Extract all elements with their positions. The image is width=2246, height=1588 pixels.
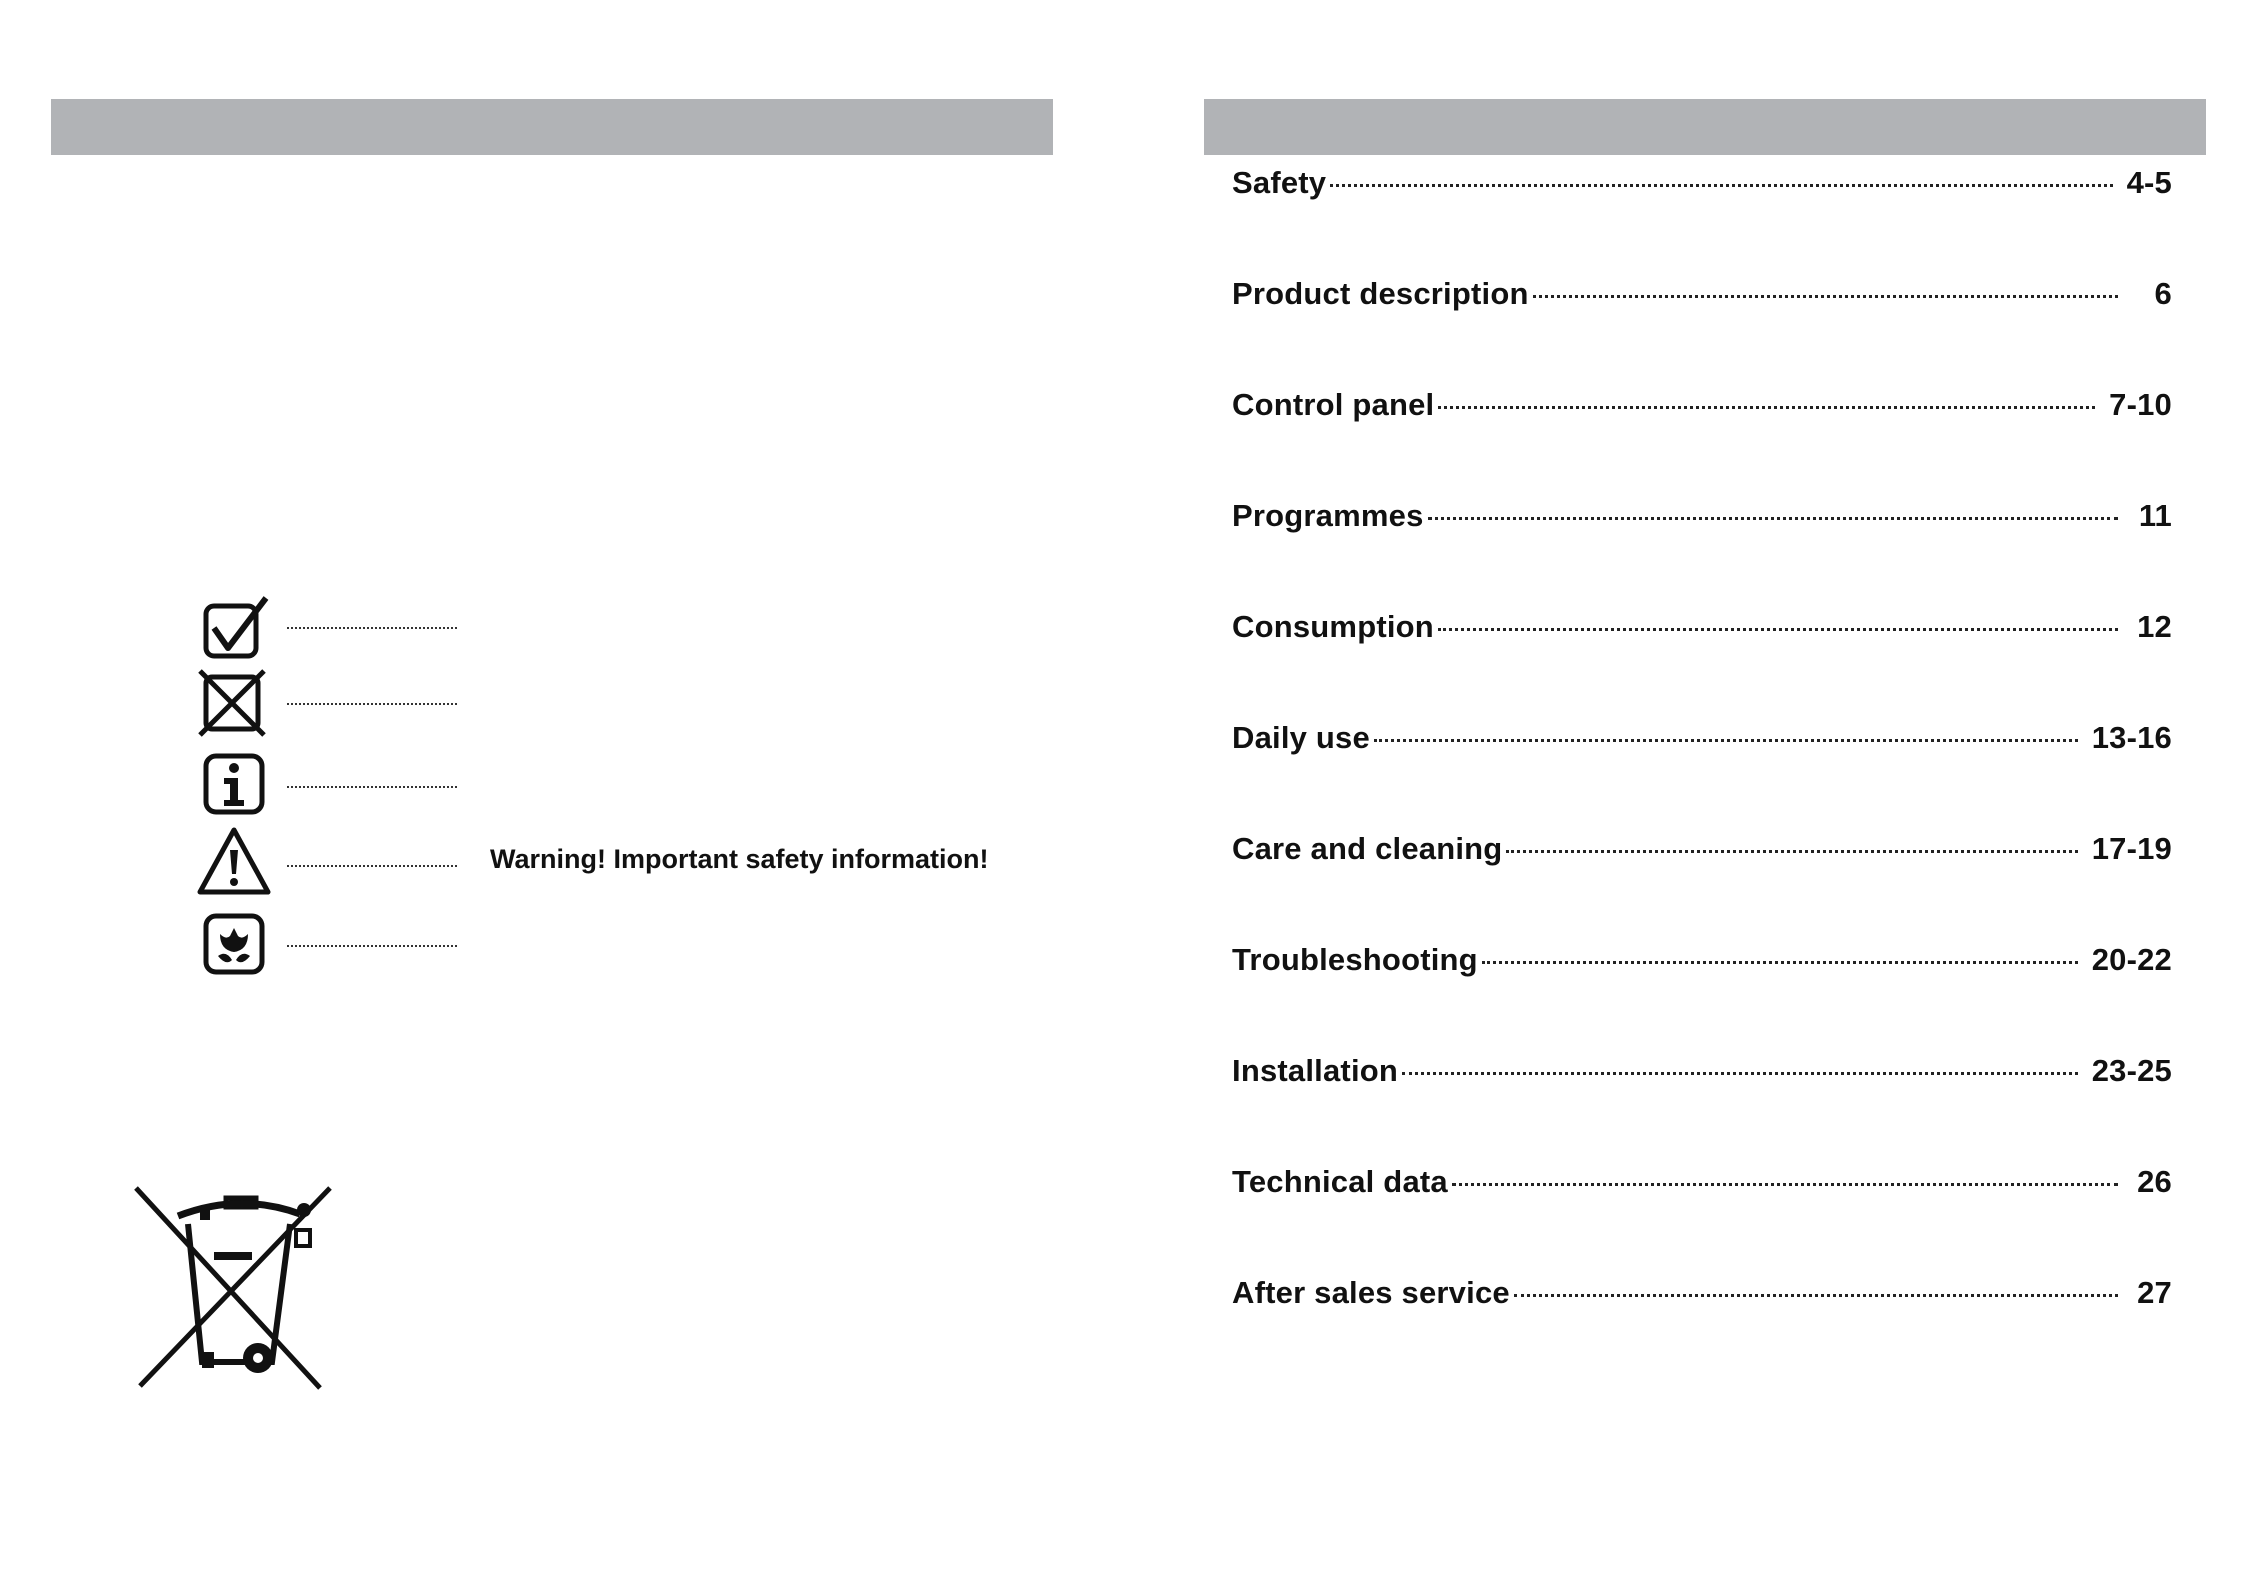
toc-item-product-description[interactable] xyxy=(1232,276,2172,387)
toc-item-title: Programmes xyxy=(1232,498,1424,533)
toc-dot-leader xyxy=(1438,628,2118,631)
toc-item-page: 17-19 xyxy=(2091,831,2172,866)
toc-item-title: Product description xyxy=(1232,276,1529,311)
toc-item-title: Technical data xyxy=(1232,1164,1448,1199)
toc-item-page: 27 xyxy=(2137,1275,2172,1310)
toc-dot-leader xyxy=(1402,1072,2078,1075)
toc-item-technical-data[interactable] xyxy=(1232,1164,2172,1275)
toc-item-title: Consumption xyxy=(1232,609,1434,644)
toc-item-page: 11 xyxy=(2138,498,2172,533)
toc-item-title: Troubleshooting xyxy=(1232,942,1478,977)
toc-item-title: Care and cleaning xyxy=(1232,831,1503,866)
toc-item-title: After sales service xyxy=(1232,1275,1510,1310)
toc-item-page: 26 xyxy=(2137,1164,2172,1199)
toc-dot-leader xyxy=(1514,1294,2118,1297)
toc-item-title: Safety xyxy=(1232,165,1327,200)
toc-item-after-sales-service[interactable] xyxy=(1232,1275,2172,1386)
toc-item-page: 12 xyxy=(2137,609,2172,644)
toc-item-page: 23-25 xyxy=(2091,1053,2172,1088)
toc-dot-leader xyxy=(1482,961,2078,964)
toc-item-programmes[interactable] xyxy=(1232,498,2172,609)
toc-dot-leader xyxy=(1533,295,2118,298)
left-header-bar xyxy=(51,99,1053,155)
toc-dot-leader xyxy=(1506,850,2077,853)
checkbox-tick-icon xyxy=(196,592,272,668)
table-of-contents xyxy=(1232,165,2172,1386)
toc-item-page: 7-10 xyxy=(2109,387,2172,422)
toc-item-page: 4-5 xyxy=(2126,165,2172,200)
environment-flower-icon xyxy=(196,906,272,982)
crossed-out-wheelie-bin-icon xyxy=(130,1180,340,1395)
toc-dot-leader xyxy=(1330,184,2112,187)
toc-item-safety[interactable] xyxy=(1232,165,2172,276)
info-icon xyxy=(196,746,272,822)
toc-item-title: Control panel xyxy=(1232,387,1435,422)
toc-item-installation[interactable] xyxy=(1232,1053,2172,1164)
toc-item-page: 6 xyxy=(2154,276,2172,311)
toc-item-consumption[interactable] xyxy=(1232,609,2172,720)
checkbox-cross-icon xyxy=(196,665,272,741)
warning-triangle-icon xyxy=(196,824,272,900)
right-header-bar xyxy=(1204,99,2206,155)
toc-item-control-panel[interactable] xyxy=(1232,387,2172,498)
warning-text: Warning! Important safety information! xyxy=(490,844,989,874)
legend-leader-2 xyxy=(287,703,457,705)
legend-leader-1 xyxy=(287,627,457,629)
legend-leader-5 xyxy=(287,945,457,947)
toc-dot-leader xyxy=(1452,1183,2118,1186)
toc-item-title: Installation xyxy=(1232,1053,1399,1088)
toc-item-troubleshooting[interactable] xyxy=(1232,942,2172,1053)
toc-dot-leader xyxy=(1438,406,2095,409)
toc-item-care-and-cleaning[interactable] xyxy=(1232,831,2172,942)
legend-leader-4 xyxy=(287,865,457,867)
toc-item-page: 13-16 xyxy=(2091,720,2172,755)
toc-dot-leader xyxy=(1428,517,2118,520)
toc-dot-leader xyxy=(1374,739,2078,742)
toc-item-page: 20-22 xyxy=(2091,942,2172,977)
toc-item-daily-use[interactable] xyxy=(1232,720,2172,831)
legend-leader-3 xyxy=(287,786,457,788)
toc-item-title: Daily use xyxy=(1232,720,1370,755)
